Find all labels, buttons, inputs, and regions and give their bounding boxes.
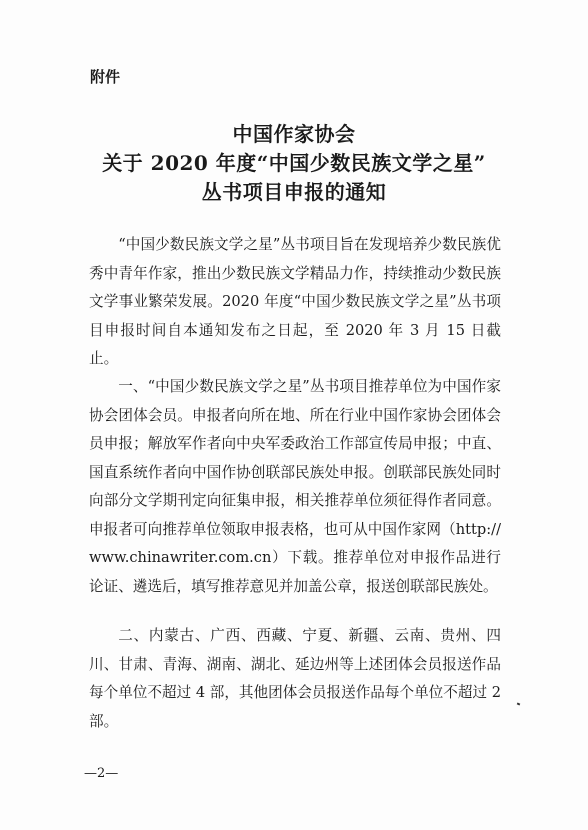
paragraph-section-one: 一、“中国少数民族文学之星”丛书项目推荐单位为中国作家协会团体会员。申报者向所在地、所在行业中国作家协会团体会员申报；解放军作者向中央军委政治工作部宣传局申报；中直、国直系统作者向中国作协创联部民族处申报。创联部民族处同时向部分文学期刊定向征集申报，相关推荐单位须征得作者同意。申报者可向推荐单位领取申报表格，也可从中国作家网（http://www.chinawriter.com.cn）下载。推荐单位对申报作品进行论证、遴选后，填写推荐意见并加盖公章，报送创联部民族处。 [89, 378, 501, 595]
paragraph-intro: “中国少数民族文学之星”丛书项目旨在发现培养少数民族优秀中青年作家，推出少数民族文学精品力作，持续推动少数民族文学事业繁荣发展。2020 年度“中国少数民族文学之星”丛书项目申报时间自本通知发布之日起，至 2020 年 3 月 15 日截止。 [89, 236, 501, 367]
title-line-1: 中国作家协会 [232, 122, 356, 146]
page-number: —2— [84, 766, 119, 781]
paragraph-section-two: 二、内蒙古、广西、西藏、宁夏、新疆、云南、贵州、四川、甘肃、青海、湖南、湖北、延边州等上述团体会员报送作品每个单位不超过 4 部，其他团体会员报送作品每个单位不超过 2 部。 [89, 627, 501, 730]
attachment-label: 附件 [90, 68, 121, 86]
scan-speck [517, 702, 521, 705]
title-line-3: 丛书项目申报的通知 [201, 180, 387, 204]
title-line-2: 关于 2020 年度“中国少数民族文学之星” [102, 151, 486, 175]
